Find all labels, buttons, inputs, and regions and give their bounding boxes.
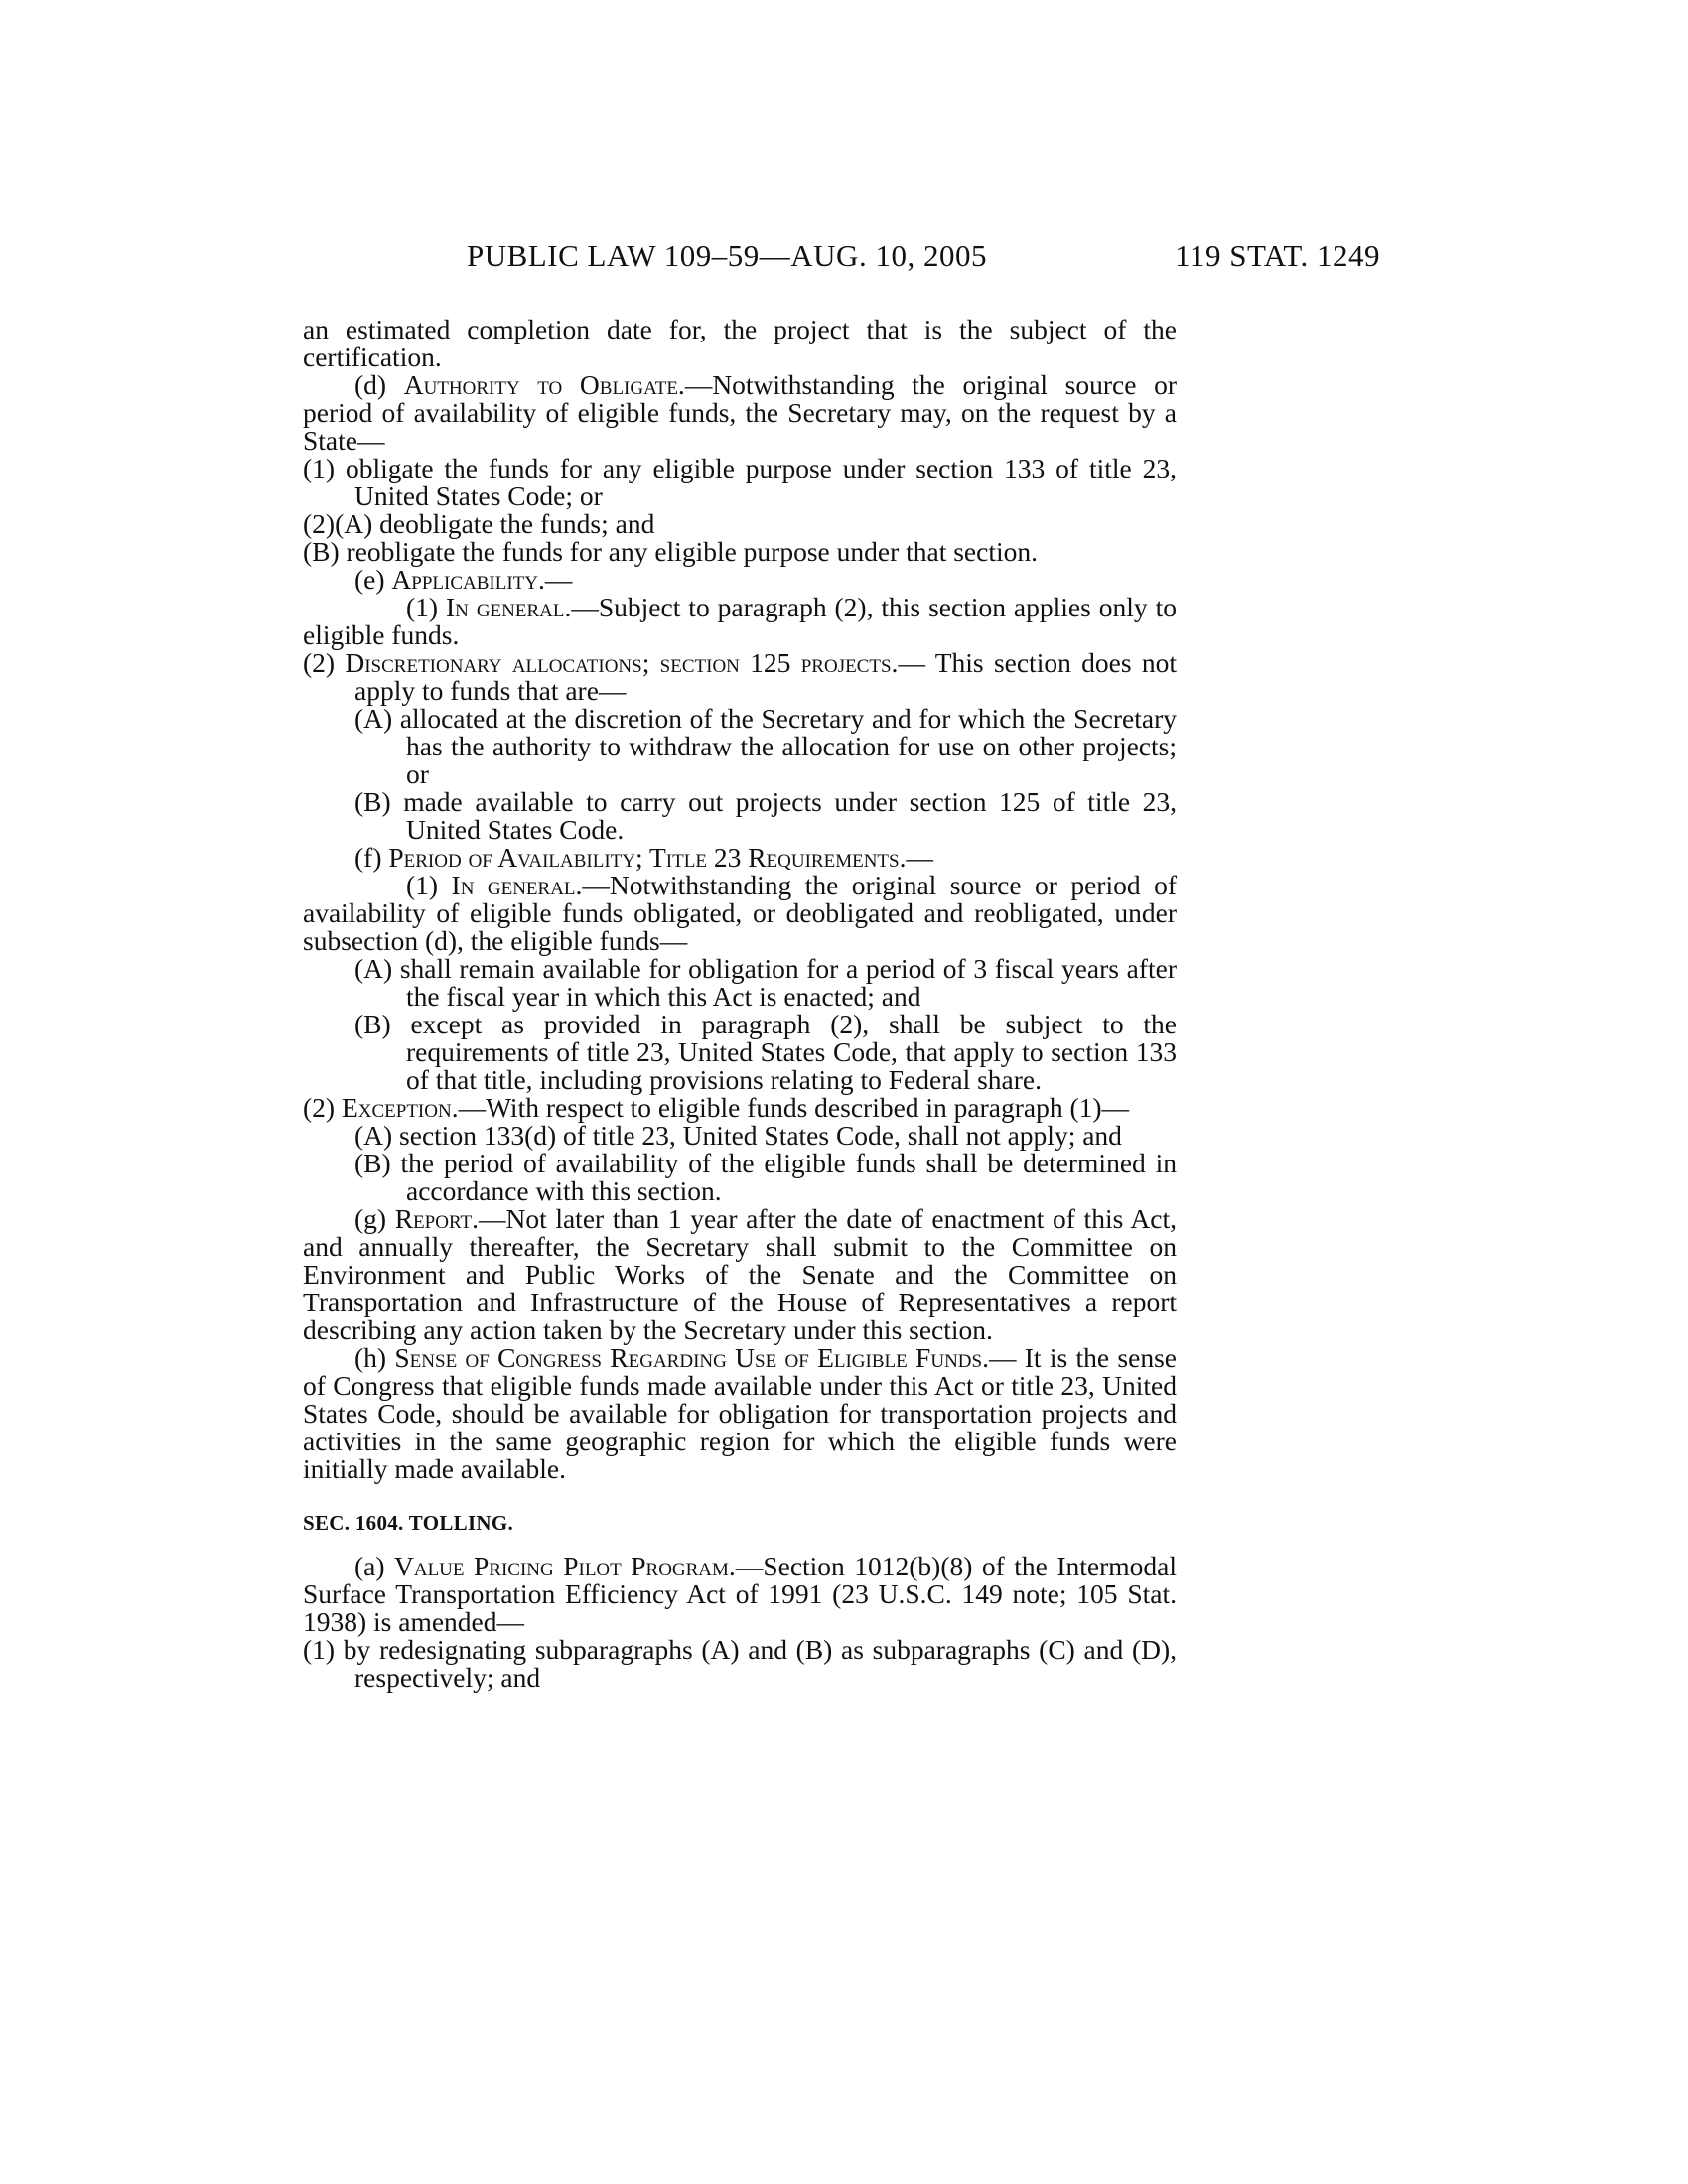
paragraph-f-1-label: (1) xyxy=(406,870,452,900)
section-heading: SEC. 1604. TOLLING. xyxy=(303,1511,514,1535)
subsection-a-heading: Value Pricing Pilot Program. xyxy=(394,1551,736,1581)
subsection-h xyxy=(303,1344,1177,1483)
subsection-g-label: (g) xyxy=(354,1203,395,1234)
subsection-h-text: — It is the sense of Congress that eligible funds made available under this Act or title 23, United States Code, should be available for obligation for transportation projects and activities in the same geographic region for which the eligible funds were initially made available. xyxy=(303,1342,1177,1484)
paragraph-continuation: an estimated completion date for, the project that is the subject of the certification. xyxy=(303,314,1177,372)
paragraph-d-2b: (B) reobligate the funds for any eligible purpose under that section. xyxy=(303,536,1038,567)
subparagraph-e-2b: (B) made available to carry out projects under section 125 of title 23, United States Code. xyxy=(354,786,1177,845)
subparagraph-f-2b: (B) the period of availability of the eligible funds shall be determined in accordance with this section. xyxy=(354,1148,1177,1206)
document-body xyxy=(303,316,1177,1692)
paragraph-f-1 xyxy=(303,872,1177,955)
subparagraph-f-1a: (A) shall remain available for obligation for a period of 3 fiscal years after the fiscal year in which this Act is enacted; and xyxy=(354,953,1177,1012)
subsection-f-text: — xyxy=(906,842,933,873)
paragraph-e-1-heading: In general. xyxy=(446,592,572,622)
paragraph-e-2 xyxy=(303,649,1177,705)
paragraph-f-1-heading: In general. xyxy=(451,870,583,900)
page-header xyxy=(467,238,1380,288)
paragraph-e-1-label: (1) xyxy=(406,592,447,622)
subsection-f xyxy=(303,844,1177,872)
subparagraph-f-2a: (A) section 133(d) of title 23, United States Code, shall not apply; and xyxy=(354,1120,1122,1151)
subsection-e-text: — xyxy=(544,564,573,595)
paragraph-e-1-text: —Subject to paragraph (2), this section applies only to eligible funds. xyxy=(303,592,1177,650)
subsection-g xyxy=(303,1205,1177,1344)
subsection-e-heading: Applicability. xyxy=(391,564,545,595)
paragraph-f-2 xyxy=(303,1094,1177,1122)
subsection-a xyxy=(303,1553,1177,1636)
subsection-d-heading: Authority to Obligate. xyxy=(403,369,685,400)
paragraph-d-2a: (2)(A) deobligate the funds; and xyxy=(303,508,655,539)
subsection-e-label: (e) xyxy=(354,564,392,595)
subsection-e xyxy=(303,566,1177,594)
paragraph-a-1: (1) by redesignating subparagraphs (A) and (B) as subparagraphs (C) and (D), respectively; and xyxy=(303,1634,1177,1693)
paragraph-d-1: (1) obligate the funds for any eligible purpose under section 133 of title 23, United States Code; or xyxy=(303,453,1177,511)
subsection-d-label: (d) xyxy=(354,369,404,400)
subsection-a-text: —Section 1012(b)(8) of the Intermodal Surface Transportation Efficiency Act of 1991 (23 U.S.C. 149 note; 105 Stat. 1938) is amended— xyxy=(303,1551,1177,1637)
subparagraph-e-2a: (A) allocated at the discretion of the Secretary and for which the Secretary has the authority to withdraw the allocation for use on other projects; or xyxy=(354,703,1177,789)
subsection-f-label: (f) xyxy=(354,842,389,873)
subsection-f-heading: Period of Availability; Title 23 Requirements. xyxy=(388,842,907,873)
stat-page-number: 119 STAT. 1249 xyxy=(1175,238,1380,273)
subsection-h-label: (h) xyxy=(354,1342,395,1373)
subsection-g-heading: Report. xyxy=(394,1203,479,1234)
paragraph-f-2-heading: Exception. xyxy=(341,1092,459,1123)
subsection-a-label: (a) xyxy=(354,1551,394,1581)
paragraph-f-2-label: (2) xyxy=(303,1092,342,1123)
paragraph-f-1-text: —Notwithstanding the original source or period of availability of eligible funds obligated, or deobligated and reobligated, under subsection (d), the eligible funds— xyxy=(303,870,1177,956)
paragraph-e-1 xyxy=(303,594,1177,649)
subparagraph-f-1b: (B) except as provided in paragraph (2), shall be subject to the requirements of title 23, United States Code, that apply to section 133 of that title, including provisions relating to Federal share. xyxy=(354,1009,1177,1095)
paragraph-e-2-heading: Discretionary allocations; section 125 projects. xyxy=(345,647,899,678)
paragraph-e-2-label: (2) xyxy=(303,647,346,678)
subsection-h-heading: Sense of Congress Regarding Use of Eligible Funds. xyxy=(394,1342,989,1373)
paragraph-f-2-text: —With respect to eligible funds described in paragraph (1)— xyxy=(458,1092,1130,1123)
paragraph-e-2-text: — This section does not apply to funds that are— xyxy=(354,647,1177,706)
subsection-d-text: —Notwithstanding the original source or period of availability of eligible funds, the Secretary may, on the request by a State— xyxy=(303,369,1177,456)
subsection-d xyxy=(303,371,1177,455)
running-head: PUBLIC LAW 109–59—AUG. 10, 2005 xyxy=(467,238,987,273)
subsection-g-text: —Not later than 1 year after the date of enactment of this Act, and annually thereafter, the Secretary shall submit to the Committee on Environment and Public Works of the Senate and the Committee on Transportation and Infrastructure of the House of Representatives a report describing any action taken by the Secretary under this section. xyxy=(303,1203,1177,1345)
